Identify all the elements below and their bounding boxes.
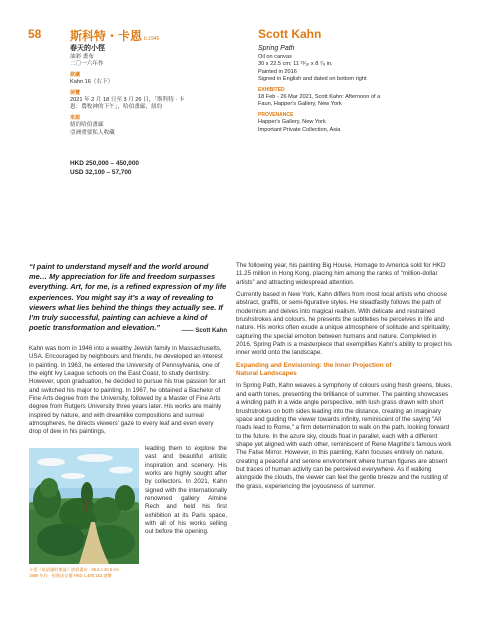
medium-chinese: 油彩 畫布 bbox=[70, 54, 94, 60]
biography-paragraph-wrap: leading them to explore the vast and beautiful artistic inspiration and scenery. His works are highly sought after by collectors. In 2021, Kahn signed with the internationally renowned gallery Almine Rech and held his first exhibition at its Paris space, with all of his works selling out before the opening. bbox=[145, 445, 227, 536]
right-paragraph-2: Currently based in New York, Kahn differs from most local artists who choose abstract, graffiti, or semi-figurative styles. He steadfastly follows the path of modernism and delves into magical realism. With delicate and restrained brushstrokes and colours, he presents the subtleties he perceives in life and nature. His works often exude a unique atmosphere of solitude and spirituality, capturing the special emotion between humans and nature. Completed in 2016, Spring Path is a masterpiece that exemplifies Kahn's ability to project his inner world onto the landscape. bbox=[236, 291, 452, 357]
artist-dates: b.1946 bbox=[144, 36, 160, 42]
provenance-english-line2: Important Private Collection, Asia bbox=[258, 126, 341, 133]
artwork-title-english: Spring Path bbox=[258, 45, 295, 52]
exhibited-heading-english: EXHIBITED bbox=[258, 86, 285, 93]
estimate-usd: USD 32,100 – 57,700 bbox=[70, 168, 132, 176]
exhibited-chinese-line1: 2021 年 2 月 18 日至 3 月 26 日，「斯科特 · 卡 bbox=[70, 97, 185, 104]
biography-paragraph: Kahn was born in 1946 into a wealthy Jewish family in Massachusetts, USA. Encouraged by neighbours and friends, he developed an interest in painting. In 1963, he entered the University of Pennsylvania, one of the eight Ivy League schools on the East Coast, to study dentistry. However, upon graduation, he decided to pursue his true passion for art and switched his major to painting. In 1967, he obtained a Bachelor of Fine Arts degree from the University, followed by a Master of Fine Arts degree from Rutgers University three years later. His works are mainly inspired by nature, and with dreamlike compositions and surreal atmospheres, he directs viewers' gaze to every leaf and even every drop of dew in his paintings, bbox=[29, 345, 226, 436]
subheading-line1: Expanding and Envisioning: the Inner Projection of bbox=[236, 361, 392, 369]
signed-english: Signed in English and dated on bottom right bbox=[258, 76, 367, 83]
english-details bbox=[258, 44, 458, 134]
right-paragraph-1: The following year, his painting Big House, Homage to America sold for HKD 11.25 million in Hong Kong, placing him among the ranks of "million-dollar artists" and attracting widespread attention. bbox=[236, 262, 446, 286]
right-paragraph-3: In Spring Path, Kahn weaves a symphony of colours using fresh greens, blues, and earth tones, presenting the brilliance of summer. The painting showcases a winding path in a wide angle perspective, with lush grass drawn with short brushstrokes on both sides leading into the distance, creating an imaginary space and guiding the viewer towards infinity, reminiscent of the saying "All roads lead to Rome," a firm determination to walk on the path, looking forward to the future. In the azure sky, clouds float in parallel, each with a different shape yet aligned with each other, reminiscent of Rene Magritte's famous work The False Mirror. However, in this painting, Kahn focuses entirely on nature, creating a peaceful and serene environment where human figures are absent but traces of human activity can be perceived everywhere. As if walking alongside the clouds, the viewer can feel the gentle breeze and the rustling of the grass, experiencing the joyousness of summer. bbox=[236, 382, 452, 490]
exhibited-chinese-line2: 恩：農牧神的下午」，哈伯畫廊，紐約 bbox=[70, 104, 163, 111]
signed-heading-chinese: 款識 bbox=[70, 71, 81, 78]
artwork-title-chinese: 春天的小徑 bbox=[70, 45, 105, 52]
chinese-details bbox=[70, 44, 250, 137]
lot-number: 58 bbox=[28, 27, 42, 41]
medium-english: Oil on canvas bbox=[258, 54, 292, 60]
caption-line1: 卡恩《低語邊的聖誕》油彩畫布 · 06.6 x 40.6 cm · bbox=[29, 567, 122, 572]
exhibited-heading-chinese: 展覽 bbox=[70, 89, 81, 96]
provenance-english-line1: Happer's Gallery, New York bbox=[258, 119, 326, 126]
quote-author: —— Scott Kahn bbox=[181, 328, 227, 334]
dimensions-english: 30 x 22.5 cm; 11 ¹³⁄₁₆ x 8 ⁷⁄₈ in. bbox=[258, 61, 333, 68]
artist-name-english: Scott Kahn bbox=[258, 27, 322, 41]
artist-name-chinese bbox=[70, 27, 159, 44]
estimate bbox=[70, 160, 139, 177]
provenance-chinese-line2: 亞洲重要私人收藏 bbox=[70, 129, 115, 136]
provenance-heading-english: PROVENANCE bbox=[258, 111, 294, 118]
exhibited-english-line2: Faun, Happer's Gallery, New York bbox=[258, 101, 342, 108]
subheading-line2: Natural Landscapes bbox=[236, 370, 297, 378]
left-body-wrap bbox=[145, 445, 227, 537]
provenance-heading-chinese: 來源 bbox=[70, 114, 81, 121]
caption-line2: 1980 年作 · 拍賣成交價 HKD 1,400,152 港幣 bbox=[29, 572, 112, 578]
comparison-painting-image bbox=[29, 448, 139, 564]
right-body-text bbox=[236, 262, 453, 491]
painted-english: Painted in 2016 bbox=[258, 68, 297, 75]
artist-quote: “I paint to understand myself and the world around me… My appreciation for life and freedom surpasses everything. Art, for me, is a refined expression of my life experiences. You might say it’s a way of revealing to viewers what lies behind the things they actually see. If I’m truly successful, painting can achieve a kind of poetic transformation and elevation.” bbox=[29, 262, 227, 333]
artist-name-chinese-text: 斯科特・卡恩 bbox=[70, 29, 143, 43]
year-chinese: 二〇一六年作 bbox=[70, 61, 104, 68]
signed-chinese: Kahn 16（右下） bbox=[70, 79, 114, 86]
provenance-chinese-line1: 紐約哈伯畫廊 bbox=[70, 122, 104, 129]
left-body-text bbox=[29, 345, 227, 437]
exhibited-english-line1: 18 Feb - 26 Mar 2021, Scott Kahn: Afternoon of a bbox=[258, 94, 381, 101]
estimate-hkd: HKD 250,000 – 450,000 bbox=[70, 160, 139, 167]
image-caption bbox=[29, 567, 141, 578]
section-subheading bbox=[236, 362, 453, 379]
